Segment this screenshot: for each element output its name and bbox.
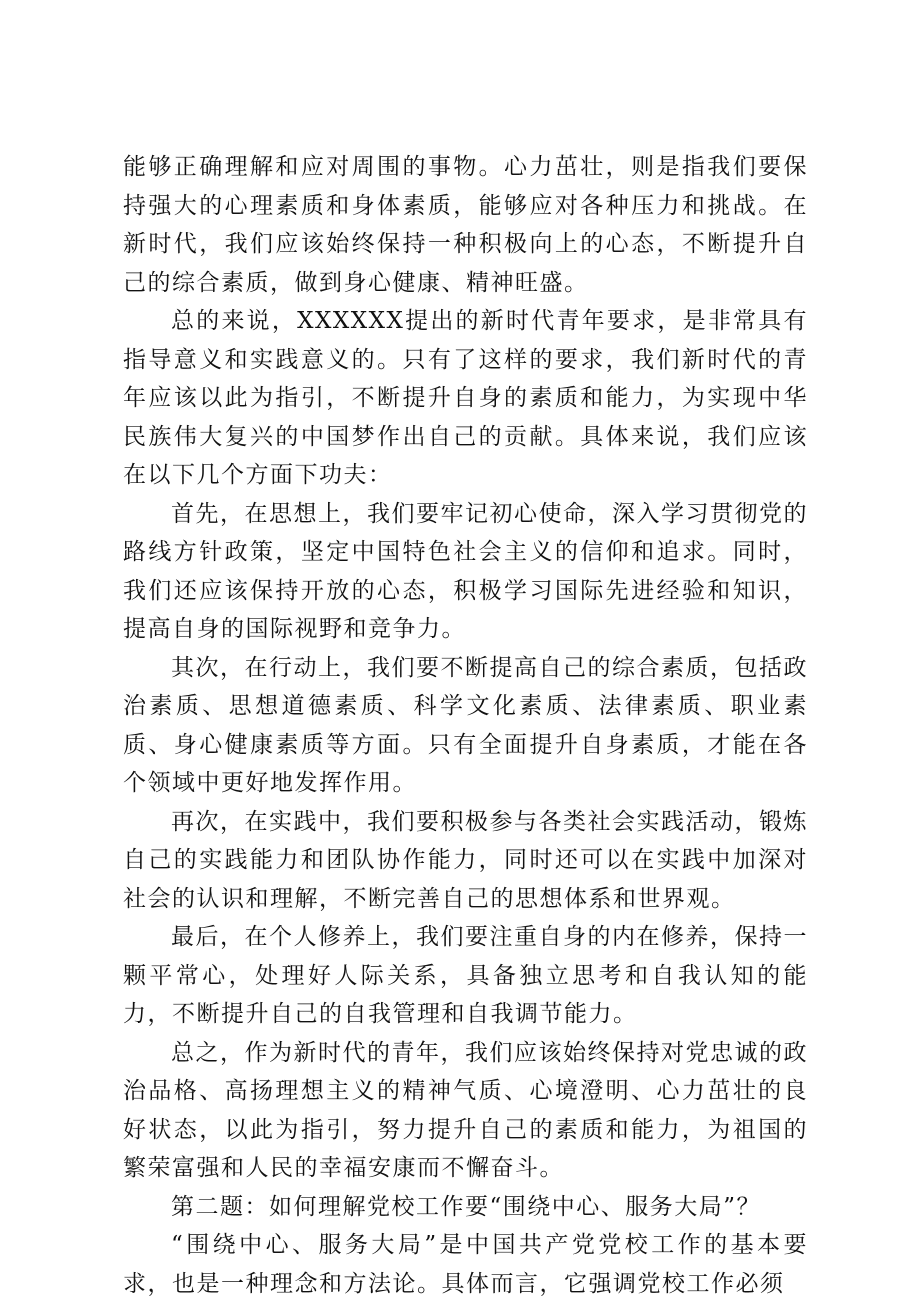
paragraph-fourth-point: 最后，在个人修养上，我们要注重自身的内在修养，保持一颗平常心，处理好人际关系，具备独立思考和自我认知的能力，不断提升自己的自我管理和自我调节能力。 <box>123 924 808 1027</box>
question-heading: 第二题：如何理解党校工作要“围绕中心、服务大局”？ <box>171 1193 762 1220</box>
paragraph-second-point: 其次，在行动上，我们要不断提高自己的综合素质，包括政治素质、思想道德素质、科学文化素质、法律素质、职业素质、身心健康素质等方面。只有全面提升自身素质，才能在各个领域中更好地发挥作用。 <box>123 654 808 796</box>
paragraph-third-point: 再次，在实践中，我们要积极参与各类社会实践活动，锻炼自己的实践能力和团队协作能力，同时还可以在实践中加深对社会的认识和理解，不断完善自己的思想体系和世界观。 <box>123 808 808 912</box>
paragraph-first-point: 首先，在思想上，我们要牢记初心使命，深入学习贯彻党的路线方针政策，坚定中国特色社会主义的信仰和追求。同时，我们还应该保持开放的心态，积极学习国际先进经验和知识，提高自身的国际视野和竞争力。 <box>123 500 808 642</box>
paragraph-summary: 总的来说，XXXXXX提出的新时代青年要求，是非常具有指导意义和实践意义的。只有了这样的要求，我们新时代的青年应该以此为指引，不断提升自身的素质和能力，为实现中华民族伟大复兴的中国梦作出自己的贡献。具体来说，我们应该在以下几个方面下功夫： <box>123 308 808 488</box>
paragraph-conclusion: 总之，作为新时代的青年，我们应该始终保持对党忠诚的政治品格、高扬理想主义的精神气质、心境澄明、心力茁壮的良好状态，以此为指引，努力提升自己的素质和能力，为祖国的繁荣富强和人民的幸福安康而不懈奋斗。 <box>123 1039 808 1181</box>
paragraph-answer: “围绕中心、服务大局”是中国共产党党校工作的基本要求，也是一种理念和方法论。具体而言，它强调党校工作必须 <box>123 1232 808 1297</box>
document-body <box>123 148 808 1303</box>
paragraph-continuation: 能够正确理解和应对周围的事物。心力茁壮，则是指我们要保持强大的心理素质和身体素质，能够应对各种压力和挑战。在新时代，我们应该始终保持一种积极向上的心态，不断提升自己的综合素质，做到身心健康、精神旺盛。 <box>123 154 808 296</box>
